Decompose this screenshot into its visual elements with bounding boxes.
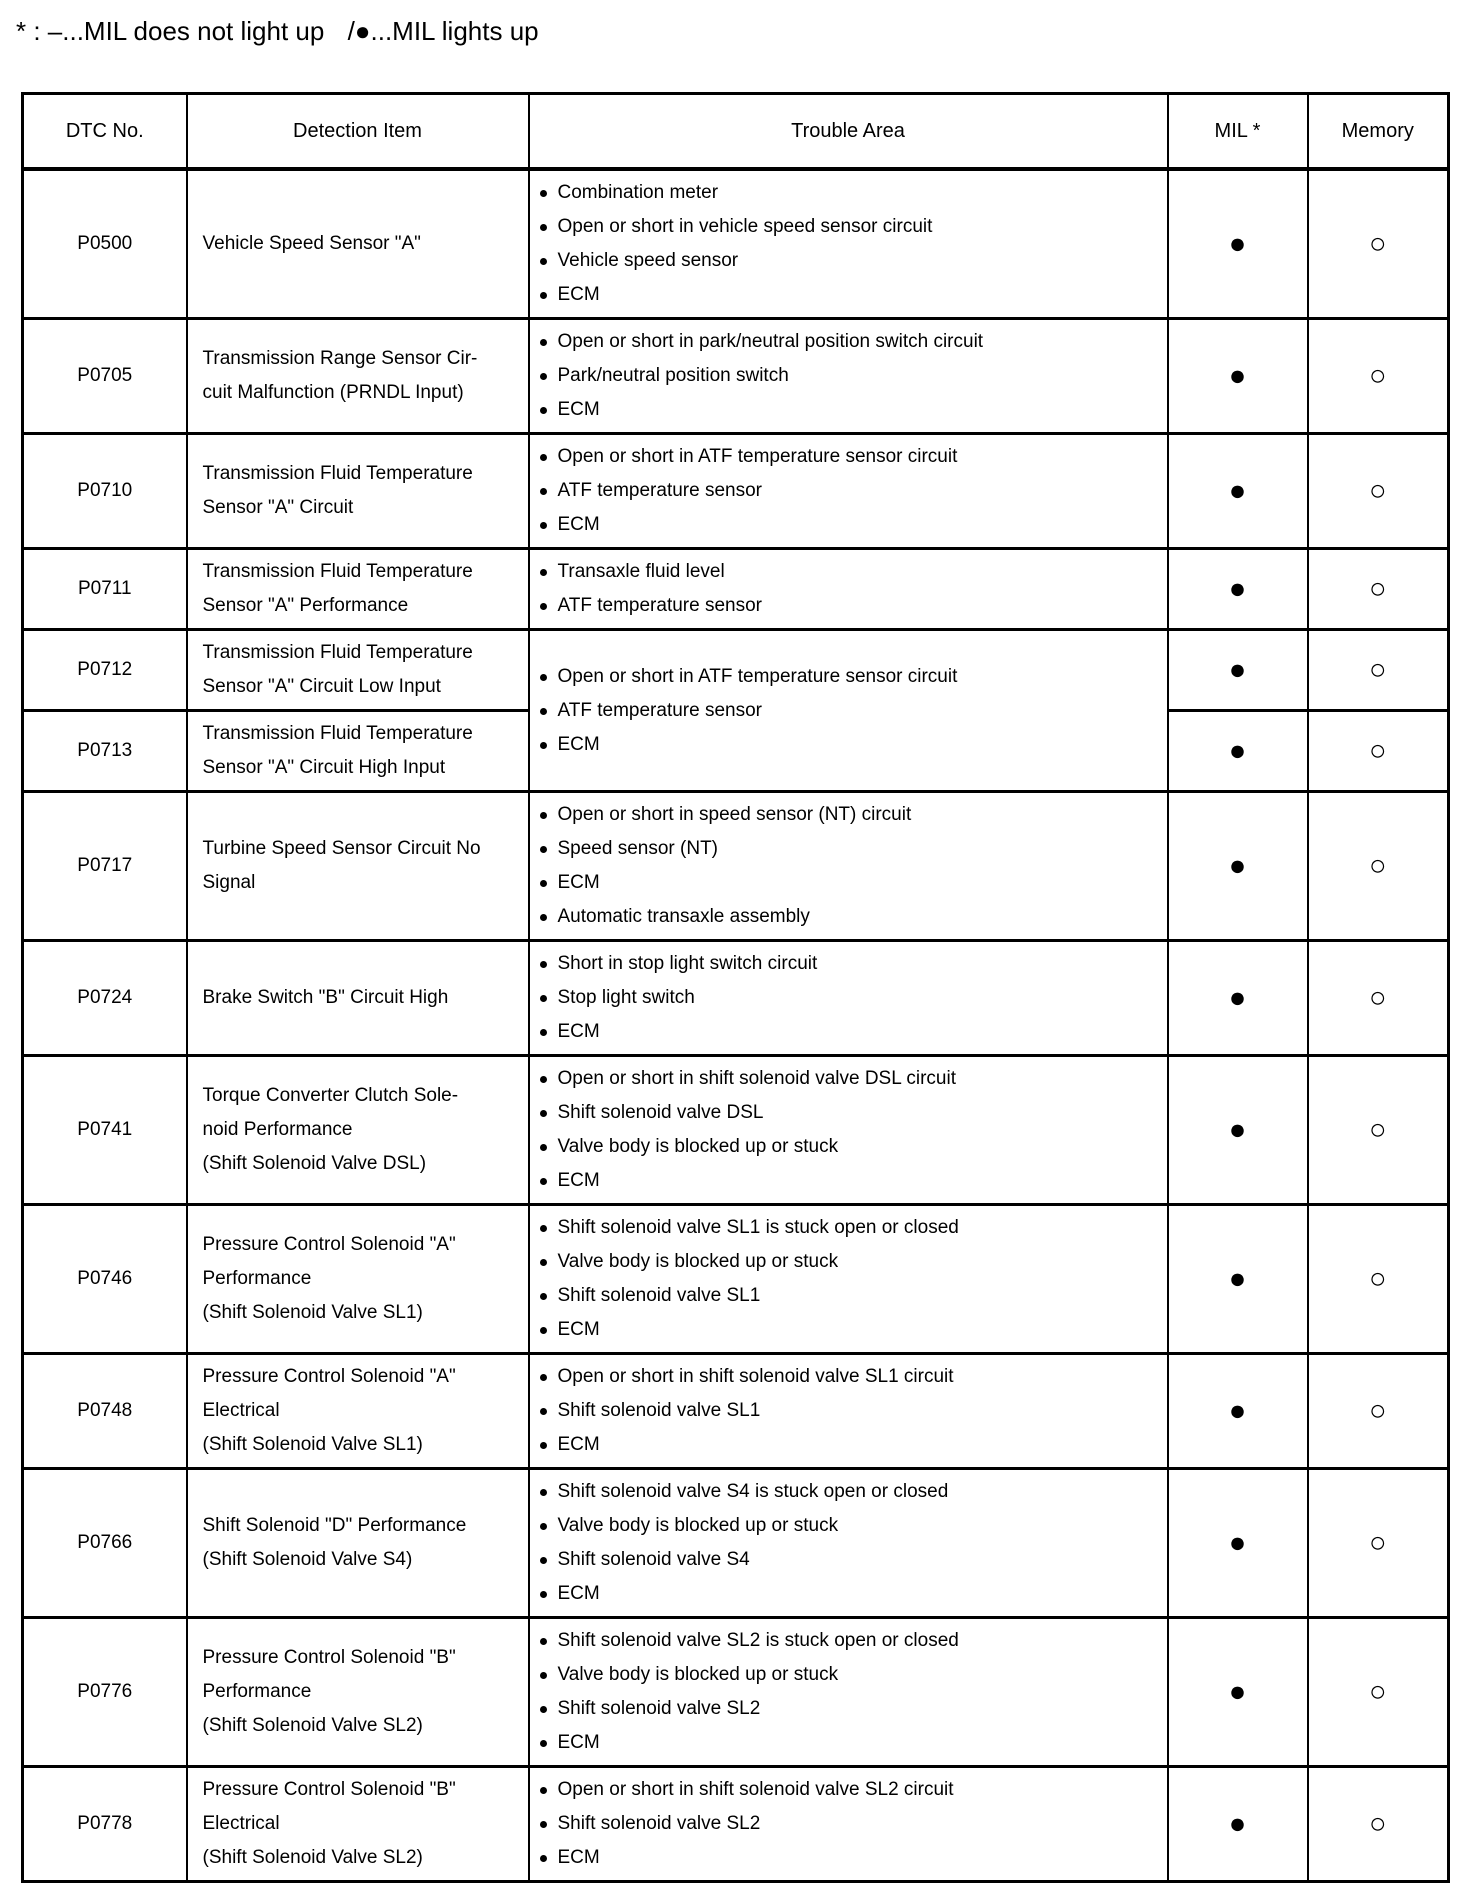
trouble-area-cell-shared [529, 630, 1168, 792]
trouble-list [539, 440, 1163, 542]
table-row-p0776 [23, 1618, 1449, 1767]
memory-cell [1308, 1469, 1449, 1618]
detection-line: Pressure Control Solenoid "A" [202, 1234, 456, 1255]
memory-circle-icon: ○ [1368, 1113, 1387, 1146]
trouble-item: Shift solenoid valve SL1 is stuck open or closed [539, 1211, 1163, 1245]
mil-cell [1168, 319, 1308, 434]
trouble-list [539, 947, 1163, 1049]
mil-cell [1168, 1056, 1308, 1205]
dtc-no-cell: P0778 [23, 1767, 187, 1882]
memory-cell [1308, 630, 1449, 711]
mil-cell [1168, 434, 1308, 549]
detection-item-cell [187, 169, 529, 319]
mil-cell [1168, 549, 1308, 630]
detection-item-cell [187, 1354, 529, 1469]
trouble-item: Valve body is blocked up or stuck [539, 1658, 1163, 1692]
memory-cell [1308, 1205, 1449, 1354]
table-row-p0746 [23, 1205, 1449, 1354]
memory-cell [1308, 1767, 1449, 1882]
trouble-area-cell [529, 941, 1168, 1056]
dtc-no-cell: P0713 [23, 711, 187, 792]
detection-line: Transmission Range Sensor Cir- [202, 348, 478, 369]
trouble-list [539, 1062, 1163, 1198]
dtc-no-cell: P0724 [23, 941, 187, 1056]
dtc-no-cell: P0717 [23, 792, 187, 941]
dtc-no-cell: P0766 [23, 1469, 187, 1618]
mil-cell [1168, 1618, 1308, 1767]
mil-on-icon: ● [1228, 849, 1247, 882]
trouble-item: Vehicle speed sensor [539, 244, 1163, 278]
table-row-p0500 [23, 169, 1449, 319]
mil-on-icon: ● [1228, 734, 1247, 767]
trouble-item: Open or short in vehicle speed sensor circuit [539, 210, 1163, 244]
detection-item-cell [187, 1469, 529, 1618]
dtc-no-cell: P0710 [23, 434, 187, 549]
trouble-list [539, 176, 1163, 312]
memory-circle-icon: ○ [1368, 1526, 1387, 1559]
trouble-item: Shift solenoid valve SL2 [539, 1692, 1163, 1726]
table-row-p0712 [23, 630, 1449, 711]
detection-line: Transmission Fluid Temperature [202, 463, 473, 484]
mil-on-icon: ● [1228, 1113, 1247, 1146]
memory-cell [1308, 549, 1449, 630]
trouble-list [539, 1624, 1163, 1760]
trouble-area-cell [529, 1354, 1168, 1469]
detection-line: Sensor "A" Circuit Low Input [202, 676, 441, 697]
memory-circle-icon: ○ [1368, 474, 1387, 507]
memory-circle-icon: ○ [1368, 1262, 1387, 1295]
memory-circle-icon: ○ [1368, 734, 1387, 767]
trouble-item: ECM [539, 1577, 1163, 1611]
trouble-item: ATF temperature sensor [539, 694, 1163, 728]
memory-cell [1308, 792, 1449, 941]
trouble-item: ATF temperature sensor [539, 474, 1163, 508]
trouble-list [539, 798, 1163, 934]
trouble-area-cell [529, 319, 1168, 434]
detection-line: Pressure Control Solenoid "B" [202, 1647, 456, 1668]
detection-item-cell [187, 434, 529, 549]
memory-circle-icon: ○ [1368, 1807, 1387, 1840]
trouble-item: ECM [539, 1313, 1163, 1347]
mil-on-icon: ● [1228, 572, 1247, 605]
detection-item-cell [187, 711, 529, 792]
trouble-item: ECM [539, 1428, 1163, 1462]
memory-cell [1308, 941, 1449, 1056]
detection-item-cell [187, 549, 529, 630]
trouble-item: ECM [539, 1015, 1163, 1049]
trouble-item: Stop light switch [539, 981, 1163, 1015]
trouble-item: Open or short in park/neutral position switch circuit [539, 325, 1163, 359]
dtc-no-cell: P0776 [23, 1618, 187, 1767]
trouble-list [539, 325, 1163, 427]
detection-item-cell [187, 1767, 529, 1882]
trouble-item: Open or short in ATF temperature sensor circuit [539, 440, 1163, 474]
detection-line: Performance [202, 1681, 312, 1702]
detection-line: Turbine Speed Sensor Circuit No [202, 838, 481, 859]
trouble-item: Automatic transaxle assembly [539, 900, 1163, 934]
mil-on-icon: ● [1228, 359, 1247, 392]
detection-line: Torque Converter Clutch Sole- [202, 1085, 459, 1106]
trouble-area-cell [529, 1056, 1168, 1205]
trouble-list [539, 1211, 1163, 1347]
detection-line: noid Performance [202, 1119, 353, 1140]
memory-circle-icon: ○ [1368, 653, 1387, 686]
memory-circle-icon: ○ [1368, 359, 1387, 392]
memory-circle-icon: ○ [1368, 227, 1387, 260]
detection-line: (Shift Solenoid Valve DSL) [202, 1153, 427, 1174]
dtc-no-cell: P0500 [23, 169, 187, 319]
col-header-trouble-area: Trouble Area [529, 94, 1168, 170]
detection-item-cell [187, 792, 529, 941]
trouble-item: ECM [539, 1164, 1163, 1198]
mil-on-icon: ● [1228, 1262, 1247, 1295]
trouble-item: Shift solenoid valve DSL [539, 1096, 1163, 1130]
mil-legend [16, 14, 1472, 48]
memory-cell [1308, 1354, 1449, 1469]
detection-line: Pressure Control Solenoid "B" [202, 1779, 456, 1800]
trouble-area-cell [529, 792, 1168, 941]
detection-line: (Shift Solenoid Valve SL1) [202, 1434, 423, 1455]
detection-line: Performance [202, 1268, 312, 1289]
detection-line: Shift Solenoid "D" Performance [202, 1515, 467, 1536]
detection-line: (Shift Solenoid Valve SL1) [202, 1302, 423, 1323]
detection-line: Vehicle Speed Sensor "A" [202, 233, 421, 254]
col-header-dtc-no: DTC No. [23, 94, 187, 170]
table-row-p0741 [23, 1056, 1449, 1205]
trouble-item: ECM [539, 508, 1163, 542]
trouble-item: Shift solenoid valve SL2 [539, 1807, 1163, 1841]
trouble-list [539, 660, 1163, 762]
trouble-area-cell [529, 169, 1168, 319]
trouble-list [539, 555, 1163, 623]
trouble-item: ECM [539, 278, 1163, 312]
trouble-item: Open or short in shift solenoid valve SL2 circuit [539, 1773, 1163, 1807]
detection-line: Sensor "A" Circuit High Input [202, 757, 446, 778]
memory-circle-icon: ○ [1368, 1675, 1387, 1708]
trouble-item: Valve body is blocked up or stuck [539, 1130, 1163, 1164]
detection-line: Pressure Control Solenoid "A" [202, 1366, 456, 1387]
table-row-p0705 [23, 319, 1449, 434]
dtc-no-cell: P0746 [23, 1205, 187, 1354]
trouble-item: Shift solenoid valve SL1 [539, 1394, 1163, 1428]
dtc-no-cell: P0711 [23, 549, 187, 630]
detection-line: (Shift Solenoid Valve SL2) [202, 1715, 423, 1736]
memory-cell [1308, 434, 1449, 549]
table-row-p0710 [23, 434, 1449, 549]
dtc-no-cell: P0741 [23, 1056, 187, 1205]
trouble-item: ECM [539, 1726, 1163, 1760]
trouble-list [539, 1773, 1163, 1875]
memory-circle-icon: ○ [1368, 1394, 1387, 1427]
dtc-table [21, 92, 1450, 1883]
mil-on-icon: ● [1228, 1807, 1247, 1840]
detection-item-cell [187, 319, 529, 434]
detection-item-cell [187, 630, 529, 711]
trouble-item: ECM [539, 393, 1163, 427]
trouble-area-cell [529, 1767, 1168, 1882]
detection-line: Transmission Fluid Temperature [202, 723, 473, 744]
trouble-item: ECM [539, 1841, 1163, 1875]
mil-on-icon: ● [1228, 227, 1247, 260]
detection-line: Brake Switch "B" Circuit High [202, 987, 449, 1008]
trouble-area-cell [529, 1469, 1168, 1618]
trouble-item: Shift solenoid valve SL2 is stuck open or closed [539, 1624, 1163, 1658]
trouble-area-cell [529, 549, 1168, 630]
table-row-p0766 [23, 1469, 1449, 1618]
detection-line: (Shift Solenoid Valve S4) [202, 1549, 413, 1570]
mil-cell [1168, 711, 1308, 792]
trouble-item: Short in stop light switch circuit [539, 947, 1163, 981]
table-row-p0711 [23, 549, 1449, 630]
trouble-area-cell [529, 1205, 1168, 1354]
trouble-list [539, 1360, 1163, 1462]
col-header-memory: Memory [1308, 94, 1449, 170]
memory-cell [1308, 169, 1449, 319]
trouble-item: Shift solenoid valve S4 [539, 1543, 1163, 1577]
mil-cell [1168, 941, 1308, 1056]
mil-cell [1168, 1354, 1308, 1469]
detection-line: Sensor "A" Performance [202, 595, 409, 616]
detection-item-cell [187, 1205, 529, 1354]
mil-cell [1168, 792, 1308, 941]
mil-cell [1168, 630, 1308, 711]
mil-on-icon: ● [1228, 1526, 1247, 1559]
trouble-item: Transaxle fluid level [539, 555, 1163, 589]
mil-cell [1168, 169, 1308, 319]
mil-on-icon: ● [1228, 653, 1247, 686]
detection-line: cuit Malfunction (PRNDL Input) [202, 382, 464, 403]
detection-item-cell [187, 941, 529, 1056]
trouble-item: Open or short in ATF temperature sensor circuit [539, 660, 1163, 694]
trouble-area-cell [529, 434, 1168, 549]
mil-on-icon: ● [1228, 1394, 1247, 1427]
memory-cell [1308, 1056, 1449, 1205]
dtc-no-cell: P0712 [23, 630, 187, 711]
legend-mil-lights-up: /●...MIL lights up [347, 16, 539, 46]
trouble-item: Speed sensor (NT) [539, 832, 1163, 866]
table-row-p0717 [23, 792, 1449, 941]
detection-line: Transmission Fluid Temperature [202, 561, 473, 582]
dtc-no-cell: P0705 [23, 319, 187, 434]
detection-item-cell [187, 1618, 529, 1767]
trouble-item: Combination meter [539, 176, 1163, 210]
detection-line: (Shift Solenoid Valve SL2) [202, 1847, 423, 1868]
table-row-p0724 [23, 941, 1449, 1056]
legend-mil-does-not-light: * : –...MIL does not light up [16, 16, 325, 46]
trouble-item: Shift solenoid valve SL1 [539, 1279, 1163, 1313]
detection-line: Transmission Fluid Temperature [202, 642, 473, 663]
header-row [23, 94, 1449, 170]
trouble-item: Park/neutral position switch [539, 359, 1163, 393]
table-row-p0778 [23, 1767, 1449, 1882]
trouble-item: Open or short in shift solenoid valve SL1 circuit [539, 1360, 1163, 1394]
trouble-list [539, 1475, 1163, 1611]
mil-on-icon: ● [1228, 1675, 1247, 1708]
trouble-item: ECM [539, 728, 1163, 762]
trouble-item: Open or short in speed sensor (NT) circuit [539, 798, 1163, 832]
trouble-item: ECM [539, 866, 1163, 900]
trouble-area-cell [529, 1618, 1168, 1767]
table-row-p0748 [23, 1354, 1449, 1469]
detection-line: Sensor "A" Circuit [202, 497, 354, 518]
memory-cell [1308, 1618, 1449, 1767]
memory-circle-icon: ○ [1368, 849, 1387, 882]
trouble-item: ATF temperature sensor [539, 589, 1163, 623]
mil-on-icon: ● [1228, 981, 1247, 1014]
memory-circle-icon: ○ [1368, 981, 1387, 1014]
col-header-mil: MIL * [1168, 94, 1308, 170]
col-header-detection-item: Detection Item [187, 94, 529, 170]
trouble-item: Shift solenoid valve S4 is stuck open or closed [539, 1475, 1163, 1509]
dtc-no-cell: P0748 [23, 1354, 187, 1469]
mil-cell [1168, 1469, 1308, 1618]
trouble-item: Open or short in shift solenoid valve DSL circuit [539, 1062, 1163, 1096]
detection-line: Electrical [202, 1400, 280, 1421]
trouble-item: Valve body is blocked up or stuck [539, 1509, 1163, 1543]
memory-cell [1308, 711, 1449, 792]
detection-item-cell [187, 1056, 529, 1205]
detection-line: Electrical [202, 1813, 280, 1834]
mil-cell [1168, 1205, 1308, 1354]
mil-on-icon: ● [1228, 474, 1247, 507]
memory-cell [1308, 319, 1449, 434]
detection-line: Signal [202, 872, 256, 893]
mil-cell [1168, 1767, 1308, 1882]
trouble-item: Valve body is blocked up or stuck [539, 1245, 1163, 1279]
memory-circle-icon: ○ [1368, 572, 1387, 605]
